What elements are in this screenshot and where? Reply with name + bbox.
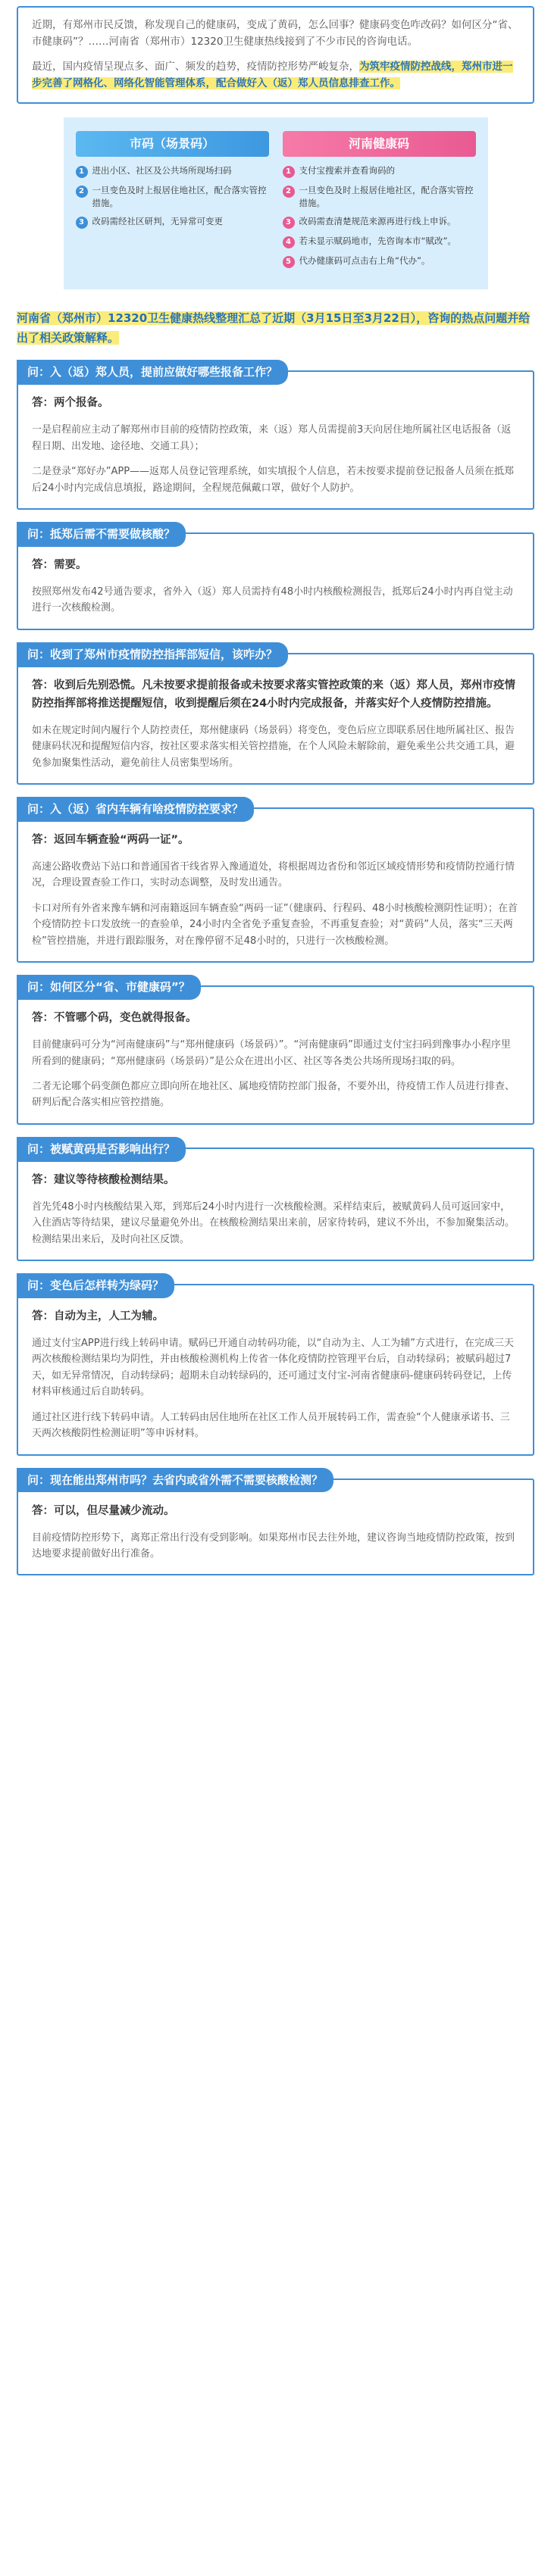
- henan-code-item-text: 改码需查清楚规范来源再进行线上申诉。: [299, 216, 456, 227]
- qa-card: [17, 980, 534, 1125]
- henan-code-item: [283, 254, 476, 268]
- city-code-item-text: 进出小区、社区及公共场所现场扫码: [92, 165, 232, 176]
- henan-code-item: [283, 164, 476, 178]
- answer-paragraph: 二者无论哪个码变颜色都应立即向所在地社区、属地疫情防控部门报备，不要外出，待疫情工作人员进行排查、研判后配合落实相应管控措施。: [32, 1080, 515, 1109]
- henan-code-item: [283, 235, 476, 248]
- answer-summary: 答：自动为主，人工为辅。: [32, 1310, 164, 1323]
- intro-paragraph-1: 近期，有郑州市民反馈，称发现自己的健康码，变成了黄码，怎么回事？健康码变色咋改码？如何区分“省、市健康码”？……河南省（郑州市）12320卫生健康热线接到了不少市民的咨询电话。: [32, 19, 518, 48]
- step-number: 5: [283, 256, 295, 268]
- question-label: 问：现在能出郑州市吗？去省内或省外需不需要核酸检测？: [17, 1468, 333, 1493]
- intro-paragraph-2: [32, 58, 519, 92]
- question-label: 问：变色后怎样转为绿码？: [17, 1273, 174, 1298]
- henan-code-item-text: 一旦变色及时上报居住地社区，配合落实管控措施。: [299, 185, 474, 208]
- answer-paragraph: 如未在规定时间内履行个人防控责任，郑州健康码（场景码）将变色，变色后应立即联系居住地所属社区、报告健康码状况和提醒短信内容，按社区要求落实相关管控措施，在个人风险未解除前，避免乘坐公共交通工具，避免参加聚集性活动，避免前往人员密集型场所。: [32, 724, 515, 769]
- answer-paragraph: 目前健康码可分为“河南健康码”与“郑州健康码（场景码）”。“河南健康码”即通过支付宝扫码到豫事办小程序里所看到的健康码；“郑州健康码（场景码）”是公众在进出小区、社区等各类公共场所现场扫取的码。: [32, 1039, 511, 1067]
- answer-summary: 答：两个报备。: [32, 397, 109, 410]
- henan-code-item: [283, 215, 476, 229]
- answer-summary: 答：建议等待核酸检测结果。: [32, 1173, 175, 1186]
- question-label: 问：入（返）省内车辆有啥疫情防控要求？: [17, 797, 254, 822]
- question-label: 问：入（返）郑人员，提前应做好哪些报备工作？: [17, 360, 288, 385]
- qa-card: [17, 802, 534, 963]
- qa-card: [17, 365, 534, 510]
- step-number: 2: [283, 186, 295, 198]
- answer-paragraph: 目前疫情防控形势下，离郑正常出行没有受到影响。如果郑州市民去往外地，建议咨询当地疫情防控政策，按到达地要求提前做好出行准备。: [32, 1532, 515, 1560]
- city-code-item: [76, 184, 269, 209]
- henan-code-column: [283, 131, 476, 274]
- answer-summary: 答：需要。: [32, 559, 87, 572]
- health-code-comparison: [64, 117, 488, 289]
- city-code-item-text: 一旦变色及时上报居住地社区，配合落实管控措施。: [92, 185, 267, 208]
- answer-paragraph: 二是登录“郑好办”APP——返郑人员登记管理系统，如实填报个人信息，若未按要求提前登记报备人员须在抵郑后24小时内完成信息填报，路途期间，全程规范佩戴口罩，做好个人防护。: [32, 466, 515, 494]
- answer-paragraph: 一是启程前应主动了解郑州市目前的疫情防控政策，来（返）郑人员需提前3天向居住地所属社区电话报备（返程日期、出发地、途径地、交通工具）；: [32, 424, 512, 452]
- city-code-title: 市码（场景码）: [76, 131, 269, 157]
- step-number: 3: [283, 217, 295, 229]
- city-code-column: [76, 131, 269, 274]
- city-code-item-text: 改码需经社区研判，无异常可变更: [92, 216, 223, 227]
- question-label: 问：收到了郑州市疫情防控指挥部短信，该咋办？: [17, 642, 288, 667]
- answer-summary: 答：收到后先别恐慌。凡未按要求提前报备或未按要求落实管控政策的来（返）郑人员，郑州市疫情防控指挥部将推送提醒短信，收到提醒后须在24小时内完成报备，并落实好个人疫情防控措施。: [32, 679, 515, 710]
- answer-summary: 答：可以，但尽量减少流动。: [32, 1504, 175, 1517]
- question-label: 问：如何区分“省、市健康码”？: [17, 975, 201, 1000]
- section-subtitle-text: 河南省（郑州市）12320卫生健康热线整理汇总了近期（3月15日至3月22日），咨询的热点问题并给出了相关政策解释。: [17, 311, 531, 345]
- question-label: 问：抵郑后需不需要做核酸？: [17, 522, 186, 547]
- answer-summary: 答：不管哪个码，变色就得报备。: [32, 1012, 197, 1025]
- qa-card: [17, 527, 534, 630]
- step-number: 1: [283, 166, 295, 178]
- qa-card: [17, 1141, 534, 1261]
- step-number: 1: [76, 166, 88, 178]
- qa-card: [17, 1472, 534, 1576]
- henan-code-item-text: 代办健康码可点击右上角“代办”。: [299, 255, 430, 267]
- step-number: 4: [283, 236, 295, 248]
- henan-code-title: 河南健康码: [283, 131, 476, 157]
- answer-paragraph: 卡口对所有外省来豫车辆和河南籍返回车辆查验“两码一证”（健康码、行程码、48小时核酸检测阴性证明）；在首个疫情防控卡口发放统一的查验单，24小时内全省免予重复查验，不再重复查验；对“黄码”人员，落实“三天两检”管控措施，并进行跟踪服务，对在豫停留不足48小时的，只进行一次核酸检测。: [32, 902, 518, 947]
- answer-paragraph: 首先凭48小时内核酸结果入郑，到郑后24小时内进行一次核酸检测。采样结束后，被赋黄码人员可返回家中，入住酒店等待结果，建议尽量避免外出。在核酸检测结果出来前，居家待转码，建议不外出，不参加聚集活动。检测结果出来后，及时向社区反馈。: [32, 1201, 515, 1245]
- step-number: 3: [76, 217, 88, 229]
- qa-card: [17, 647, 534, 785]
- intro-highlight: 为筑牢疫情防控战线，郑州市进一步完善了网格化、网络化智能管理体系，配合做好入（返）郑人员信息排查工作。: [32, 60, 513, 89]
- answer-paragraph: 通过支付宝APP进行线上转码申请。赋码已开通自动转码功能，以“自动为主、人工为辅”方式进行，在完成三天两次核酸检测结果均为阴性，并由核酸检测机构上传省一体化疫情防控管理平台后，自动转绿码；被赋码超过7天，如无异常情况，自动转绿码；超期未自动转绿码的，还可通过支付宝-河南省健康码-健康码转码登记，上传材料审核通过后自助转码。: [32, 1337, 515, 1398]
- question-label: 问：被赋黄码是否影响出行？: [17, 1137, 186, 1162]
- henan-code-item: [283, 184, 476, 209]
- henan-code-item-text: 若未显示赋码地市，先咨询本市“赋改”。: [299, 236, 456, 247]
- step-number: 2: [76, 186, 88, 198]
- answer-paragraph: 高速公路收费站下站口和普通国省干线省界入豫通道处，将根据周边省份和邻近区域疫情形势和疫情防控通行情况，合理设置查验工作口，实时动态调整，及时发出通告。: [32, 860, 515, 889]
- city-code-item: [76, 215, 269, 229]
- answer-paragraph: 按照郑州发布42号通告要求，省外入（返）郑人员需持有48小时内核酸检测报告，抵郑后24小时内再自觉主动进行一次核酸检测。: [32, 586, 513, 614]
- qa-card: [17, 1279, 534, 1456]
- answer-paragraph: 通过社区进行线下转码申请。人工转码由居住地所在社区工作人员开展转码工作，需查验“个人健康承诺书、三天两次核酸阴性检测证明”等申诉材料。: [32, 1411, 510, 1440]
- intro-box: [17, 6, 534, 104]
- answer-summary: 答：返回车辆查验“两码一证”。: [32, 834, 189, 847]
- henan-code-item-text: 支付宝搜索并查看询码的: [299, 165, 395, 176]
- intro-paragraph-2-text: 最近，国内疫情呈现点多、面广、频发的趋势，疫情防控形势严峻复杂，: [32, 60, 359, 73]
- city-code-item: [76, 164, 269, 178]
- section-subtitle: [17, 309, 534, 348]
